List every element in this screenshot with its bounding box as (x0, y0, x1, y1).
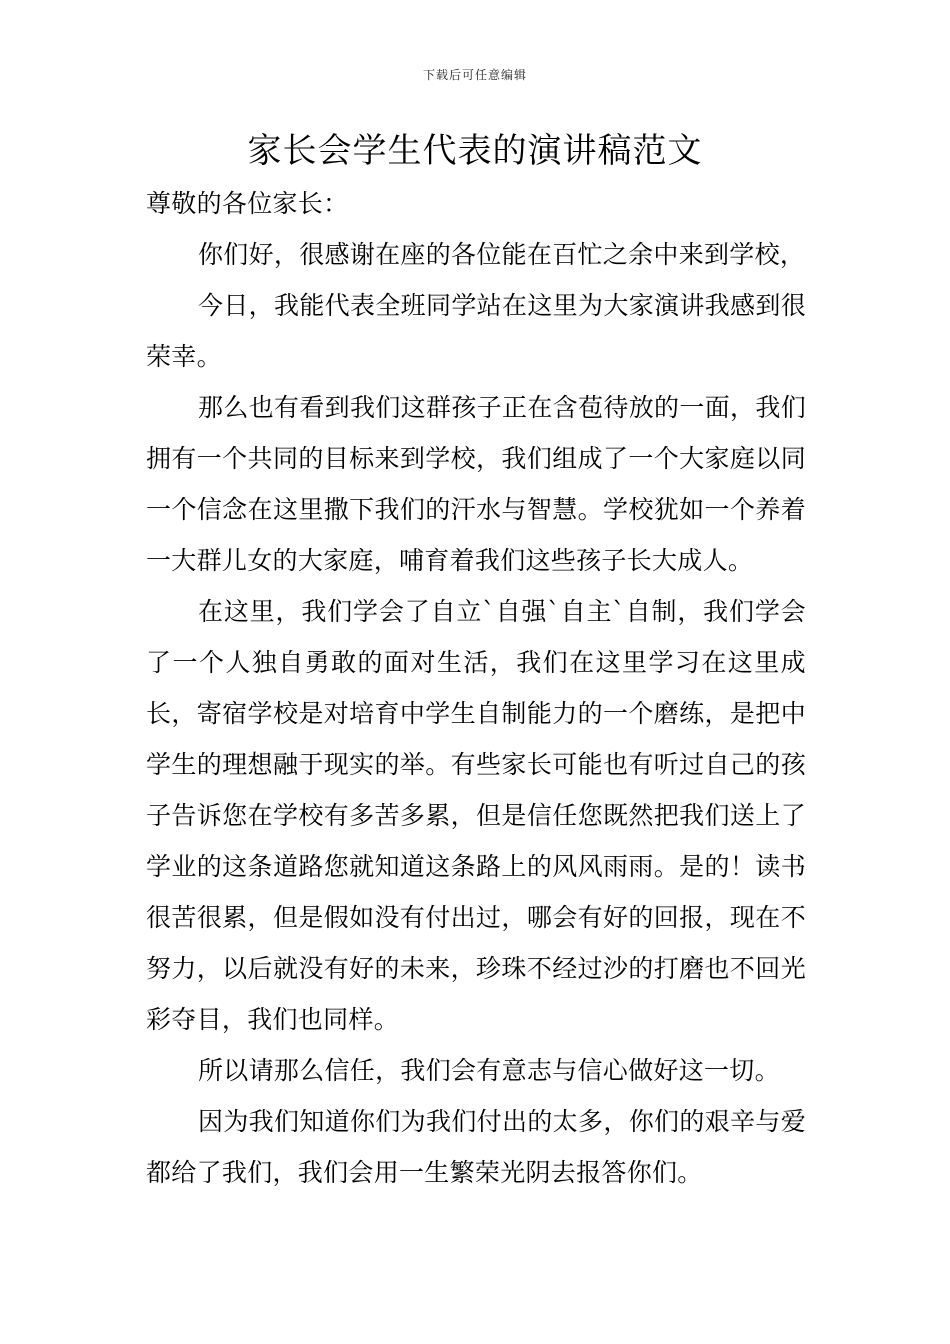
paragraph-greeting: 你们好，很感谢在座的各位能在百忙之余中来到学校， (198, 240, 806, 269)
document-title: 家长会学生代表的演讲稿范文 (247, 131, 703, 171)
paragraph-gratitude: 因为我们知道你们为我们付出的太多，你们的艰辛与爱都给了我们，我们会用一生繁荣光阴去报答你们。 (146, 1107, 806, 1187)
document-body (146, 178, 806, 1198)
paragraph-school-family: 那么也有看到我们这群孩子正在含苞待放的一面，我们拥有一个共同的目标来到学校，我们组成了一个大家庭以同一个信念在这里撒下我们的汗水与智慧。学校犹如一个养着一大群儿女的大家庭，哺育着我们这些孩子长大成人。 (146, 393, 806, 575)
paragraph-trust: 所以请那么信任，我们会有意志与信心做好这一切。 (198, 1056, 780, 1085)
paragraph-growth: 在这里，我们学会了自立`自强`自主`自制，我们学会了一个人独自勇敢的面对生活，我们在这里学习在这里成长，寄宿学校是对培育中学生自制能力的一个磨练，是把中学生的理想融于现实的举。有些家长可能也有听过自己的孩子告诉您在学校有多苦多累，但是信任您既然把我们送上了学业的这条道路您就知道这条路上的风风雨雨。是的！读书很苦很累，但是假如没有付出过，哪会有好的回报，现在不努力，以后就没有好的未来，珍珠不经过沙的打磨也不回光彩夺目，我们也同样。 (146, 597, 806, 1034)
header-note: 下载后可任意编辑 (422, 68, 527, 82)
paragraph-intro: 今日，我能代表全班同学站在这里为大家演讲我感到很荣幸。 (146, 291, 806, 371)
salutation: 尊敬的各位家长： (146, 189, 349, 218)
